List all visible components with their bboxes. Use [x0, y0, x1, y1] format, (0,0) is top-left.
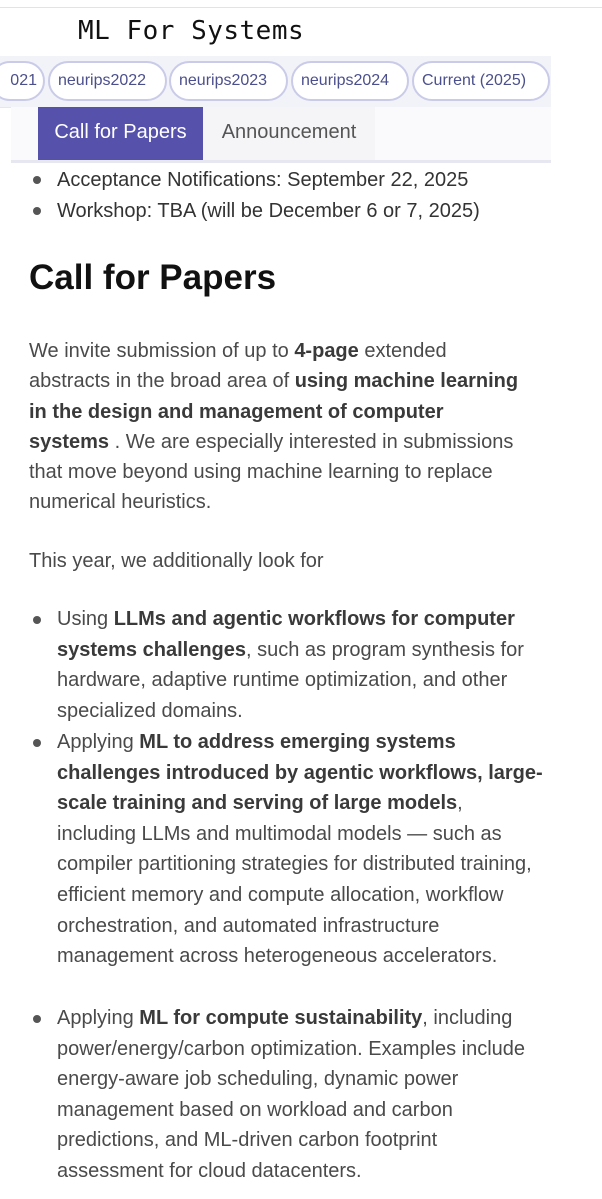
tab-label: 021 [10, 72, 37, 89]
tab-label: neurips2024 [301, 72, 390, 89]
topic-span: , such as program synthesis for hardware, adaptive runtime optimization, and other specialized domains. [57, 638, 524, 722]
lead-paragraph: This year, we additionally look for [29, 550, 324, 572]
tab-2021[interactable] [0, 61, 45, 101]
bullet-icon [33, 1015, 41, 1023]
topic-bold: ML for compute sustainability [139, 1007, 423, 1029]
intro-bold: 4-page [294, 340, 359, 362]
topic-span: , including LLMs and multimodal models — such as compiler partitioning strategies for distributed training, efficient memory and compute allocation, workflow orchestration, and automated infrastructure management across heterogeneous accelerators. [57, 792, 532, 968]
tab-current-2025[interactable] [412, 61, 550, 101]
intro-text: We invite submission of up to [29, 340, 295, 362]
bullet-icon [33, 616, 41, 624]
bullet-icon [33, 207, 41, 215]
topic-bold: ML to address emerging systems challenges introduced by agentic workflows, large-scale training and serving of large models [57, 731, 543, 815]
intro-text: . We are especially interested in submissions that move beyond using machine learning to replace numerical heuristics. [29, 430, 514, 514]
tab-announcement[interactable]: Announcement [203, 107, 375, 160]
intro-paragraph [29, 336, 529, 518]
site-title: ML For Systems [78, 16, 305, 46]
top-divider [0, 7, 602, 8]
tab-call-for-papers[interactable]: Call for Papers [38, 107, 203, 160]
tab-label: Current (2025) [422, 72, 527, 89]
topic-text [57, 604, 547, 726]
topic-span: Applying [57, 731, 140, 753]
page-title: Call for Papers [29, 258, 277, 297]
tab-neurips2022[interactable] [48, 61, 167, 101]
date-text: Acceptance Notifications: September 22, 2025 [57, 169, 469, 191]
intro-text: extended abstracts in the broad area of [29, 340, 447, 393]
topic-text [57, 727, 547, 972]
section-tabs [11, 107, 551, 163]
tab-neurips2024[interactable] [291, 61, 409, 101]
tab-neurips2023[interactable] [169, 61, 288, 101]
tab-label: neurips2023 [179, 72, 268, 89]
date-text: Workshop: TBA (will be December 6 or 7, 2025) [57, 200, 480, 222]
year-tabs-bar[interactable] [0, 56, 551, 108]
topic-span: , including power/energy/carbon optimization. Examples include energy-aware job scheduling, dynamic power management based on workload and carbon predictions, and ML-driven carbon footprint assessment for cloud datacenters. [57, 1007, 526, 1182]
bullet-icon [33, 176, 41, 184]
topic-text [57, 1003, 547, 1187]
tab-label: neurips2022 [58, 72, 147, 89]
intro-bold: using machine learning in the design and management of computer systems [29, 370, 519, 453]
topic-span: Using [57, 608, 114, 630]
bullet-icon [33, 739, 41, 747]
topic-bold: LLMs and agentic workflows for computer systems challenges [57, 608, 515, 661]
topic-span: Applying [57, 1007, 140, 1029]
